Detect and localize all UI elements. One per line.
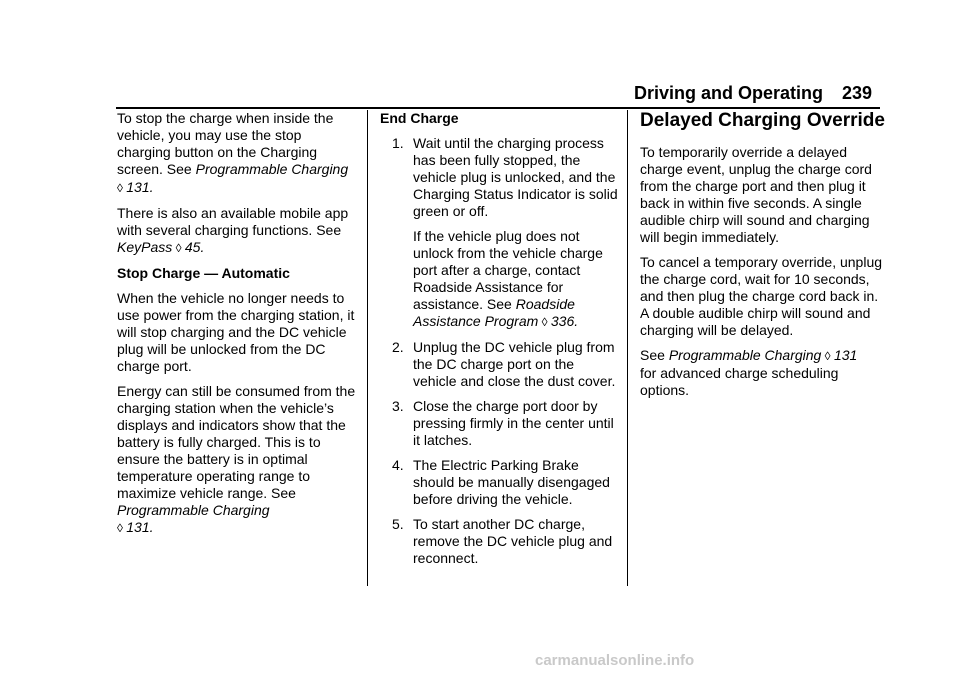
link-keypass[interactable]: KeyPass (117, 239, 173, 255)
header-rule (116, 107, 880, 109)
section-title: Driving and Operating (634, 83, 824, 103)
column-left (117, 110, 357, 545)
link-programmable-charging[interactable]: Programmable Charging (195, 161, 349, 177)
end-charge-steps (380, 135, 620, 567)
page-ref-arrow-icon: ◊ (172, 241, 185, 255)
paragraph-no-longer-needs: When the vehicle no longer needs to use power from the charging station, it will stop charging and the DC vehicle plug will be unlocked from the DC charge port. (117, 290, 355, 374)
page-header (0, 80, 960, 106)
link-programmable-charging[interactable]: Programmable Charging (117, 502, 270, 518)
paragraph-energy-consumed: Energy can still be consumed from the charging station when the vehicle’s displays and indicators show that the battery is fully charged. This is to ensure the battery is in optimal temperature operating range to maximize vehicle range. See Programmable Charging ◊ 131. (117, 383, 356, 535)
list-item: 3. Close the charge port door by pressing firmly in the center until it latches. (392, 398, 614, 448)
watermark: carmanualsonline.info (535, 652, 695, 669)
column-right (640, 110, 885, 407)
paragraph-temporary-override: To temporarily override a delayed charge event, unplug the charge cord from the charge port and then plug it back in within five seconds. A single audible chirp will sound and charging will begin immediately. (640, 144, 872, 245)
page-ref-arrow-icon: ◊ (538, 315, 551, 329)
list-item: 5. To start another DC charge, remove the DC vehicle plug and reconnect. (392, 516, 613, 566)
page-number: 239 (842, 83, 873, 103)
heading-delayed-charging-override: Delayed Charging Override (640, 110, 885, 131)
page-ref[interactable]: 45 (184, 239, 201, 255)
link-programmable-charging[interactable]: Programmable Charging (668, 347, 822, 363)
column-divider (627, 110, 628, 586)
step-number: 2. (392, 339, 404, 355)
subhead-stop-charge-automatic: Stop Charge — Automatic (117, 265, 290, 281)
page-ref[interactable]: 131 (833, 347, 858, 363)
step-note: If the vehicle plug does not unlock from the vehicle charge port after a charge, contact Roadside Assistance for assistance. See Roadside Assistance Program ◊ 336. (413, 228, 603, 329)
paragraph-cancel-override: To cancel a temporary override, unplug the charge cord, wait for 10 seconds, and then plug the charge cord back in. A double audible chirp will sound and charging will be delayed. (640, 254, 883, 338)
page-ref-arrow-icon: ◊ (117, 181, 127, 195)
page-ref[interactable]: 131 (126, 519, 150, 535)
column-divider (367, 110, 368, 586)
paragraph-mobile-app: There is also an available mobile app with several charging functions. See KeyPass ◊ 45. (117, 205, 349, 255)
step-number: 3. (392, 398, 404, 414)
step-number: 5. (392, 516, 404, 532)
paragraph-stop-inside: To stop the charge when inside the vehicle, you may use the stop charging button on the Charging screen. See Programmable Charging ◊ 131. (117, 110, 349, 195)
page-ref-arrow-icon: ◊ (117, 521, 127, 535)
step-number: 4. (392, 457, 404, 473)
page-ref[interactable]: 336 (550, 313, 575, 329)
page-ref[interactable]: 131 (126, 179, 150, 195)
list-item: 1. Wait until the charging process has been fully stopped, the vehicle plug is unlocked, and the Charging Status Indicator is solid green or off. If the vehicle plug does not unlock from the vehicle charge port after a charge, contact Roadside Assistance for assistance. See Roadside Assistance Program ◊ 336. (380, 135, 620, 331)
list-item: 4. The Electric Parking Brake should be manually disengaged before driving the vehicle. (392, 457, 610, 507)
paragraph-see-programmable: See Programmable Charging ◊ 131 for advanced charge scheduling options. (640, 347, 858, 398)
subhead-end-charge: End Charge (380, 110, 459, 126)
list-item: 2. Unplug the DC vehicle plug from the DC charge port on the vehicle and close the dust cover. (392, 339, 616, 389)
column-middle (380, 110, 620, 575)
step-number: 1. (392, 135, 404, 151)
page-ref-arrow-icon: ◊ (821, 349, 834, 363)
link-roadside-assistance[interactable]: Roadside Assistance Program (413, 296, 575, 329)
